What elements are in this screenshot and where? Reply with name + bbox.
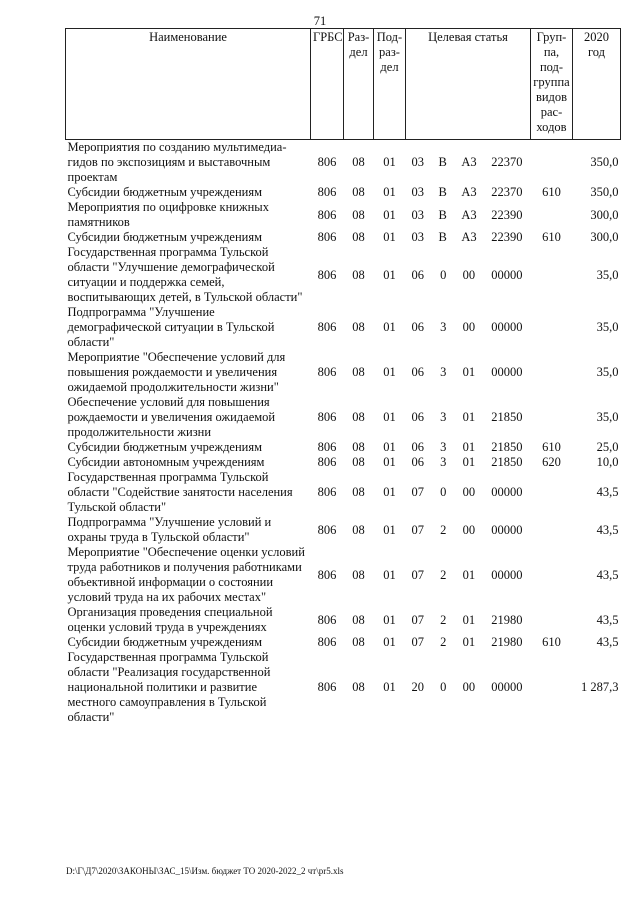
row-target-part: 03 <box>411 207 424 222</box>
row-razdel: 08 <box>352 455 365 469</box>
row-target-article <box>406 200 531 230</box>
row-target-part: А3 <box>461 230 477 244</box>
row-name: Субсидии бюджетным учреждениям <box>67 185 263 199</box>
row-grbs: 806 <box>317 485 337 499</box>
header-target-label: Целевая статья <box>428 30 508 44</box>
row-expense-group <box>531 395 573 440</box>
row-target-part: 00 <box>462 267 476 282</box>
row-grbs: 806 <box>317 155 337 169</box>
budget-table <box>65 28 621 725</box>
row-target-article <box>406 395 531 440</box>
row-name: Мероприятие "Обеспечение оценки условий труда работников и получения работниками объективной информации о состоянии условий труда на их рабочих местах" <box>67 545 305 604</box>
row-podrazdel: 01 <box>383 267 396 282</box>
header-year <box>573 29 621 140</box>
row-podrazdel: 01 <box>383 455 396 469</box>
row-target-article <box>406 605 531 635</box>
row-grbs: 806 <box>317 680 337 694</box>
table-row <box>66 230 621 245</box>
row-razdel: 08 <box>352 522 365 537</box>
row-target-part: 06 <box>411 267 424 282</box>
header-group <box>531 29 573 140</box>
row-target-part: 06 <box>411 455 424 469</box>
row-amount: 35,0 <box>596 267 619 282</box>
row-amount: 1 287,3 <box>581 680 619 694</box>
row-expense-group <box>531 605 573 635</box>
row-amount: 43,5 <box>596 635 619 649</box>
row-target-part: 21850 <box>491 440 523 454</box>
row-target-article <box>406 185 531 200</box>
row-podrazdel: 01 <box>383 320 396 334</box>
row-amount: 43,5 <box>596 522 619 537</box>
row-target-article <box>406 515 531 545</box>
row-target-part: А3 <box>461 155 477 169</box>
row-expense-group: 610 <box>542 230 561 244</box>
header-razdel-label: Раз- дел <box>347 30 370 59</box>
header-grbs-label: ГРБС <box>313 30 343 44</box>
row-target-article <box>406 470 531 515</box>
row-grbs: 806 <box>317 612 337 627</box>
row-expense-group: 610 <box>542 635 561 649</box>
row-grbs: 806 <box>317 567 337 582</box>
row-podrazdel: 01 <box>383 612 396 627</box>
row-target-part: 00000 <box>491 320 523 334</box>
row-name: Субсидии бюджетным учреждениям <box>67 635 263 649</box>
row-expense-group <box>531 545 573 605</box>
row-target-part: 03 <box>411 155 424 169</box>
row-target-part: 07 <box>411 567 424 582</box>
row-target-article <box>406 350 531 395</box>
header-year-label: 2020 год <box>584 30 609 59</box>
row-target-part: 06 <box>411 365 424 379</box>
row-target-part: 21980 <box>491 612 523 627</box>
row-target-part: В <box>438 207 447 222</box>
row-target-article <box>406 245 531 305</box>
row-target-part: 07 <box>411 485 424 499</box>
row-target-part: 07 <box>411 522 424 537</box>
row-amount: 43,5 <box>596 567 619 582</box>
row-target-part: 3 <box>440 410 447 424</box>
row-target-part: 2 <box>440 635 447 649</box>
table-row <box>66 650 621 725</box>
row-razdel: 08 <box>352 230 365 244</box>
row-name: Субсидии автономным учреждениям <box>67 455 265 469</box>
table-header-row <box>66 29 621 140</box>
row-target-part: 01 <box>462 567 476 582</box>
row-razdel: 08 <box>352 680 365 694</box>
row-target-article <box>406 440 531 455</box>
row-target-part: 01 <box>462 410 476 424</box>
table-row <box>66 350 621 395</box>
row-grbs: 806 <box>317 207 337 222</box>
table-row <box>66 515 621 545</box>
row-expense-group: 610 <box>542 440 561 454</box>
row-target-part: 03 <box>411 185 424 199</box>
row-grbs: 806 <box>317 185 337 199</box>
row-target-article <box>406 140 531 186</box>
row-target-part: 00 <box>462 320 476 334</box>
row-amount: 300,0 <box>590 230 619 244</box>
row-name: Обеспечение условий для повышения рождаемости и увеличения ожидаемой продолжительности жизни <box>67 395 276 439</box>
row-name: Государственная программа Тульской области "Содействие занятости населения Тульской области" <box>67 470 293 514</box>
table-row <box>66 455 621 470</box>
table-row <box>66 140 621 186</box>
row-target-part: 07 <box>411 635 424 649</box>
row-amount: 25,0 <box>596 440 619 454</box>
row-target-part: 21980 <box>491 635 523 649</box>
row-target-part: 06 <box>411 320 424 334</box>
row-razdel: 08 <box>352 207 365 222</box>
row-target-part: 21850 <box>491 455 523 469</box>
row-name: Субсидии бюджетным учреждениям <box>67 230 263 244</box>
table-body <box>66 140 621 726</box>
row-grbs: 806 <box>317 320 337 334</box>
row-amount: 35,0 <box>596 365 619 379</box>
row-amount: 35,0 <box>596 410 619 424</box>
row-podrazdel: 01 <box>383 440 396 454</box>
header-grbs <box>311 29 344 140</box>
row-target-part: 0 <box>440 485 447 499</box>
row-grbs: 806 <box>317 455 337 469</box>
row-grbs: 806 <box>317 365 337 379</box>
row-target-part: 21850 <box>491 410 523 424</box>
row-name: Подпрограмма "Улучшение демографической ситуации в Тульской области" <box>67 305 275 349</box>
row-razdel: 08 <box>352 485 365 499</box>
table-row <box>66 635 621 650</box>
row-expense-group <box>531 140 573 186</box>
row-target-part: 00 <box>462 680 476 694</box>
row-name: Субсидии бюджетным учреждениям <box>67 440 263 454</box>
row-target-part: 00000 <box>491 522 523 537</box>
row-target-part: 07 <box>411 612 424 627</box>
header-name <box>66 29 311 140</box>
row-expense-group <box>531 515 573 545</box>
page-number: 71 <box>313 14 327 28</box>
row-expense-group <box>531 350 573 395</box>
row-razdel: 08 <box>352 440 365 454</box>
row-razdel: 08 <box>352 567 365 582</box>
row-razdel: 08 <box>352 267 365 282</box>
row-razdel: 08 <box>352 365 365 379</box>
row-razdel: 08 <box>352 635 365 649</box>
header-name-label: Наименование <box>149 30 227 44</box>
row-name: Организация проведения специальной оценки условий труда в учреждениях <box>67 605 273 634</box>
row-amount: 350,0 <box>590 185 619 199</box>
row-target-part: 06 <box>411 440 424 454</box>
row-target-article <box>406 305 531 350</box>
row-amount: 43,5 <box>596 612 619 627</box>
row-target-part: 2 <box>440 567 447 582</box>
row-target-part: В <box>438 155 447 169</box>
table-row <box>66 440 621 455</box>
row-name: Подпрограмма "Улучшение условий и охраны труда в Тульской области" <box>67 515 272 544</box>
table-row <box>66 245 621 305</box>
header-podrazdel-label: Под- раз- дел <box>376 30 403 74</box>
header-razdel <box>344 29 374 140</box>
row-podrazdel: 01 <box>383 185 396 199</box>
row-target-part: 0 <box>440 680 447 694</box>
row-podrazdel: 01 <box>383 410 396 424</box>
row-target-part: 00 <box>462 522 476 537</box>
row-podrazdel: 01 <box>383 365 396 379</box>
row-expense-group <box>531 200 573 230</box>
row-amount: 43,5 <box>596 485 619 499</box>
row-podrazdel: 01 <box>383 635 396 649</box>
row-target-part: 22390 <box>491 230 523 244</box>
row-razdel: 08 <box>352 410 365 424</box>
row-target-part: 00 <box>462 485 476 499</box>
row-target-article <box>406 545 531 605</box>
row-target-part: 3 <box>440 365 447 379</box>
row-target-part: В <box>438 230 447 244</box>
row-grbs: 806 <box>317 522 337 537</box>
row-target-part: А3 <box>461 185 477 199</box>
row-target-part: 2 <box>440 612 447 627</box>
table-row <box>66 470 621 515</box>
row-name: Мероприятия по оцифровке книжных памятников <box>67 200 269 229</box>
row-expense-group <box>531 470 573 515</box>
row-grbs: 806 <box>317 440 337 454</box>
row-name: Мероприятие "Обеспечение условий для повышения рождаемости и увеличения ожидаемой продолжительности жизни" <box>67 350 286 394</box>
row-podrazdel: 01 <box>383 567 396 582</box>
row-podrazdel: 01 <box>383 207 396 222</box>
row-podrazdel: 01 <box>383 155 396 169</box>
row-target-part: 01 <box>462 612 476 627</box>
row-podrazdel: 01 <box>383 230 396 244</box>
row-target-part: 22370 <box>491 155 523 169</box>
row-expense-group: 610 <box>542 185 561 199</box>
row-target-article <box>406 230 531 245</box>
row-target-part: 00000 <box>491 680 523 694</box>
table-row <box>66 305 621 350</box>
row-target-part: 3 <box>440 455 447 469</box>
row-target-part: 20 <box>411 680 424 694</box>
table-row <box>66 185 621 200</box>
row-grbs: 806 <box>317 267 337 282</box>
row-target-part: 0 <box>440 267 447 282</box>
table-row <box>66 545 621 605</box>
row-target-part: 3 <box>440 320 447 334</box>
row-podrazdel: 01 <box>383 485 396 499</box>
footer-file-path: D:\Г\Д7\2020\ЗАКОНЫ\ЗАС_15\Изм. бюджет ТО 2020-2022_2 чт\pr5.xls <box>66 866 344 876</box>
row-target-part: 01 <box>462 455 476 469</box>
row-target-part: 22370 <box>491 185 523 199</box>
row-target-part: 03 <box>411 230 424 244</box>
header-podrazdel <box>374 29 406 140</box>
row-amount: 300,0 <box>590 207 619 222</box>
header-group-label: Груп- па, под- группа видов рас- ходов <box>533 30 570 134</box>
row-podrazdel: 01 <box>383 522 396 537</box>
row-razdel: 08 <box>352 320 365 334</box>
row-target-article <box>406 455 531 470</box>
row-name: Мероприятия по созданию мультимедиа-гидов по экспозициям и выставочным проектам <box>67 140 287 184</box>
row-grbs: 806 <box>317 635 337 649</box>
row-target-part: 01 <box>462 440 476 454</box>
row-razdel: 08 <box>352 612 365 627</box>
table-row <box>66 395 621 440</box>
row-target-part: 01 <box>462 365 476 379</box>
row-target-part: 00000 <box>491 485 523 499</box>
row-target-part: 00000 <box>491 365 523 379</box>
row-target-part: 00000 <box>491 567 523 582</box>
header-target <box>406 29 531 140</box>
row-expense-group: 620 <box>542 455 561 469</box>
row-target-part: 06 <box>411 410 424 424</box>
row-expense-group <box>531 650 573 725</box>
row-target-part: 00000 <box>491 267 523 282</box>
row-target-part: 3 <box>440 440 447 454</box>
row-target-part: 2 <box>440 522 447 537</box>
row-amount: 10,0 <box>596 455 619 469</box>
row-target-part: 01 <box>462 635 476 649</box>
row-target-part: В <box>438 185 447 199</box>
table-row <box>66 605 621 635</box>
table-row <box>66 200 621 230</box>
row-target-part: А3 <box>461 207 477 222</box>
row-amount: 35,0 <box>596 320 619 334</box>
row-grbs: 806 <box>317 230 337 244</box>
row-expense-group <box>531 245 573 305</box>
row-target-part: 22390 <box>491 207 523 222</box>
row-expense-group <box>531 305 573 350</box>
row-target-article <box>406 635 531 650</box>
row-podrazdel: 01 <box>383 680 396 694</box>
row-name: Государственная программа Тульской области "Реализация государственной национальной политики и развитие местного самоуправления в Тульской области" <box>67 650 271 724</box>
row-razdel: 08 <box>352 185 365 199</box>
row-target-article <box>406 650 531 725</box>
row-grbs: 806 <box>317 410 337 424</box>
row-amount: 350,0 <box>590 155 619 169</box>
row-razdel: 08 <box>352 155 365 169</box>
row-name: Государственная программа Тульской области "Улучшение демографической ситуации и поддержка семей, воспитывающих детей, в Тульской области" <box>67 245 303 304</box>
